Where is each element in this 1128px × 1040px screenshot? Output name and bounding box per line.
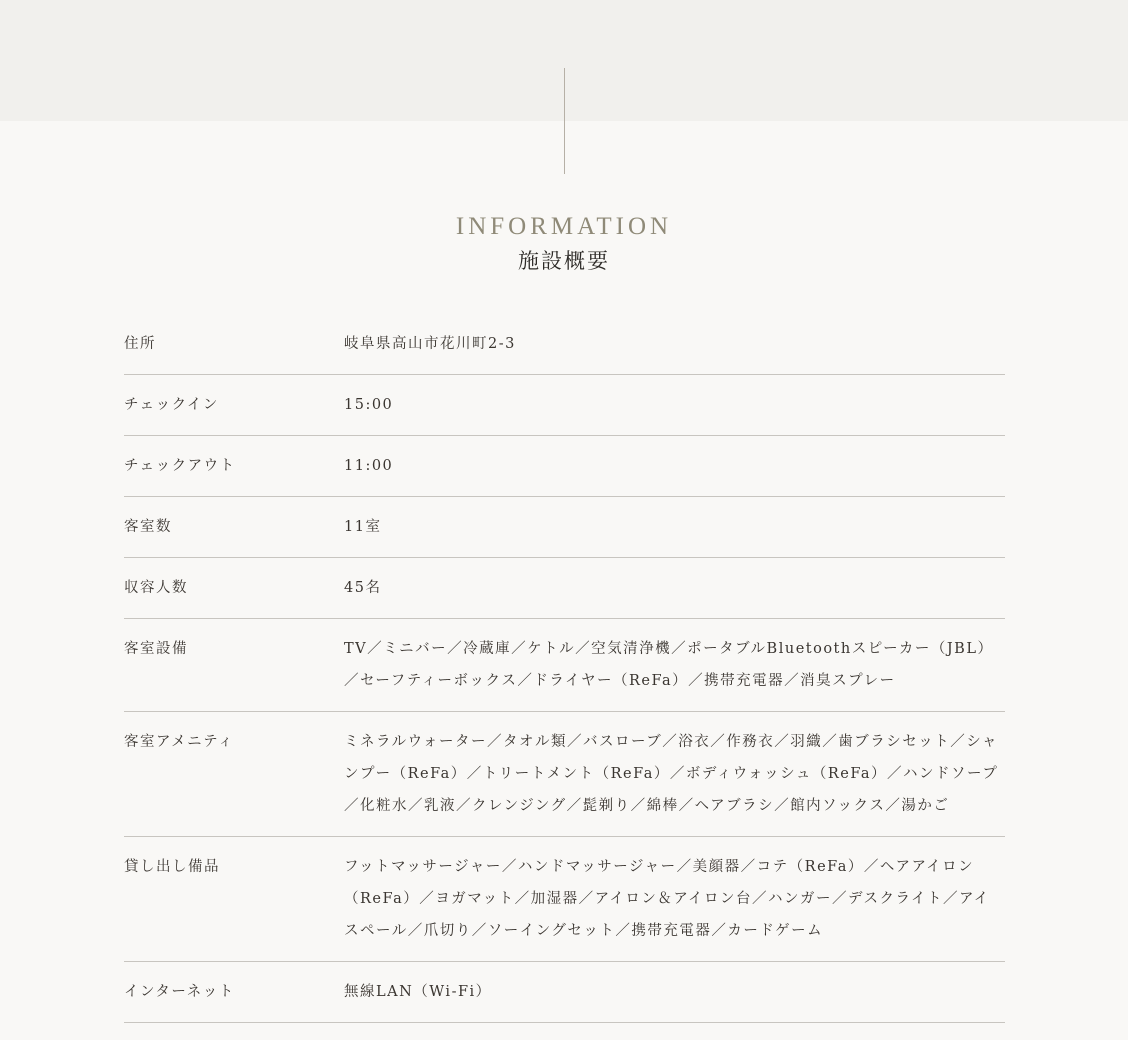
info-value: 45名 — [344, 580, 382, 596]
info-value: TV／ミニバー／冷蔵庫／ケトル／空気清浄機／ポータブルBluetoothスピーカー（JBL）／セーフティーボックス／ドライヤー（ReFa）／携帯充電器／消臭スプレー — [344, 641, 994, 689]
info-row-room-equipment — [124, 619, 1005, 712]
info-label: インターネット — [124, 984, 235, 1000]
info-value: 11:00 — [344, 458, 394, 474]
info-label: チェックアウト — [124, 458, 236, 474]
info-row-internet — [124, 962, 1005, 1023]
info-value: 無線LAN（Wi-Fi） — [344, 984, 492, 1000]
section-heading — [0, 210, 1128, 276]
section-title-en: INFORMATION — [455, 213, 673, 240]
info-label: 客室設備 — [124, 641, 188, 657]
info-table — [124, 314, 1005, 1023]
info-label: 客室数 — [124, 519, 172, 535]
info-row-checkin — [124, 375, 1005, 436]
info-row-capacity — [124, 558, 1005, 619]
info-value: 15:00 — [344, 397, 394, 413]
info-label: チェックイン — [124, 397, 219, 413]
info-row-room-count — [124, 497, 1005, 558]
info-row-checkout — [124, 436, 1005, 497]
info-value: ミネラルウォーター／タオル類／バスローブ／浴衣／作務衣／羽織／歯ブラシセット／シャンプー（ReFa）／トリートメント（ReFa）／ボディウォッシュ（ReFa）／ハンドソープ／化粧水／乳液／クレンジング／髭剃り／綿棒／ヘアブラシ／館内ソックス／湯かご — [344, 734, 999, 814]
info-label: 貸し出し備品 — [124, 859, 220, 875]
section-title-ja: 施設概要 — [518, 249, 610, 273]
info-row-rental-items — [124, 837, 1005, 962]
info-value: 岐阜県高山市花川町2-3 — [344, 336, 516, 352]
info-row-address — [124, 314, 1005, 375]
info-value: 11室 — [344, 519, 382, 535]
info-label: 住所 — [124, 336, 156, 352]
info-label: 収容人数 — [124, 580, 188, 596]
info-label: 客室アメニティ — [124, 734, 234, 750]
info-row-room-amenities — [124, 712, 1005, 837]
info-value: フットマッサージャー／ハンドマッサージャー／美顔器／コテ（ReFa）／ヘアアイロン（ReFa）／ヨガマット／加湿器／アイロン＆アイロン台／ハンガー／デスクライト／アイスペール／爪切り／ソーイングセット／携帯充電器／カードゲーム — [344, 859, 990, 939]
decorative-vertical-line — [564, 68, 565, 174]
